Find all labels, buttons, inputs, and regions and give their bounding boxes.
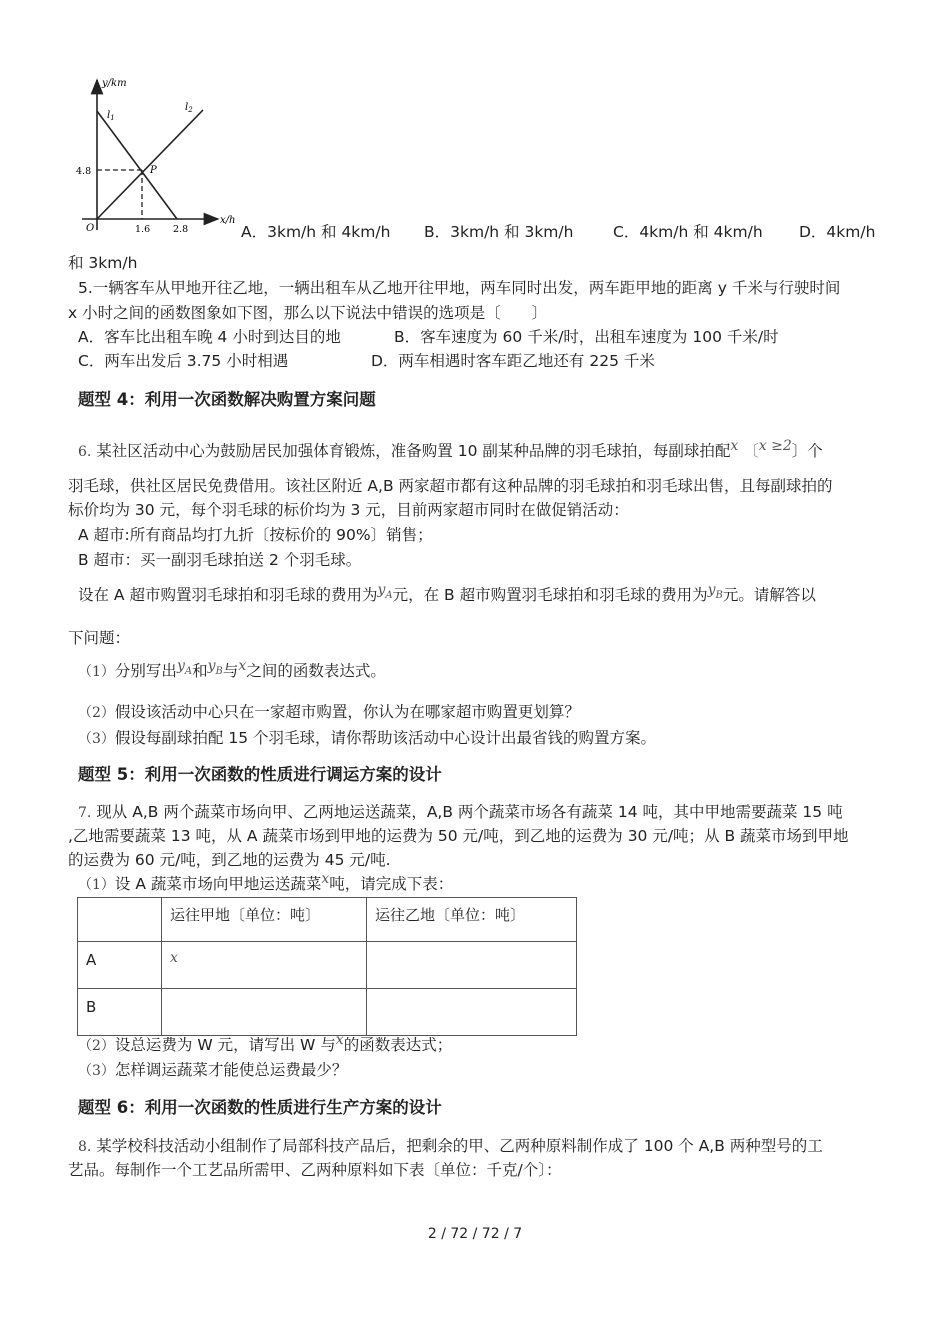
q7-part2-a: 设总运费为 W 元，请写出 W 与 <box>114 1036 336 1054</box>
q6-line6-part1: 设在 A 超市购置羽毛球拍和羽毛球的费用为 <box>78 586 378 604</box>
q5-stem-line1: 5.一辆客车从甲地开往乙地，一辆出租车从乙地开往甲地，两车同时出发，两车距甲地的距离 y 千米与行驶时间 <box>78 279 841 297</box>
q8-line1-text: 某学校科技活动小组制作了局部科技产品后，把剩余的甲、乙两种原料制作成了 100 个 A,B 两种型号的工 <box>96 1137 823 1155</box>
q6-var-yb: y <box>707 582 716 598</box>
q6-part3-num: （3） <box>78 731 115 747</box>
q7-part2-var: x <box>335 1032 344 1048</box>
section-5-heading: 题型 5：利用一次函数的性质进行调运方案的设计 <box>78 765 442 784</box>
q4-option-d: D．4km/h <box>799 223 876 241</box>
q6-part3-text: 假设每副球拍配 15 个羽毛球，请你帮助该活动中心设计出最省钱的购置方案。 <box>114 729 657 747</box>
q6-part2-num: （2） <box>78 705 115 721</box>
q6-p1-ya: y <box>176 658 185 674</box>
table-cell[interactable] <box>367 942 577 989</box>
q7-part1-b: 吨，请完成下表： <box>329 875 454 893</box>
page-number: 2 / 72 / 72 / 7 <box>427 1226 523 1242</box>
origin-label: O <box>86 223 95 234</box>
q6-p1-x: x <box>238 658 247 674</box>
q7-table <box>77 897 577 1036</box>
y-axis-label: y/km <box>102 78 127 89</box>
table-header-cell <box>78 898 162 942</box>
q5-option-d: D．两车相遇时客车距乙地还有 225 千米 <box>371 352 655 370</box>
y-tick-4-8: 4.8 <box>76 166 92 177</box>
q6-cond-open: 〔 <box>743 442 759 460</box>
q7-line3: 的运费为 60 元/吨，到乙地的运费为 45 元/吨. <box>68 851 391 869</box>
q6-part1-b: 和 <box>192 662 208 680</box>
q6-line6 <box>78 584 816 609</box>
x-tick-1-6: 1.6 <box>135 224 151 235</box>
q7-part2 <box>78 1034 452 1057</box>
q6-part1 <box>78 660 386 685</box>
q8-line2: 艺品。每制作一个工艺品所需甲、乙两种原料如下表〔单位：千克/个〕： <box>68 1161 562 1179</box>
q8-number: 8. <box>78 1139 92 1155</box>
q6-line6-part3: 元。请解答以 <box>722 586 816 604</box>
x-tick-2-8: 2.8 <box>173 224 189 235</box>
q7-part3 <box>78 1059 347 1082</box>
line1-label: $l_1$ <box>107 110 115 122</box>
table-row <box>78 989 577 1036</box>
line2-label: $l_2$ <box>185 102 193 114</box>
q6-part2 <box>78 701 580 724</box>
q6-part1-num: （1） <box>78 664 115 680</box>
q6-line7: 下问题： <box>68 629 131 647</box>
q6-line3: 标价均为 30 元，每个羽毛球的标价均为 3 元，目前两家超市同时在做促销活动： <box>68 501 629 519</box>
q4-option-d-cont: 和 3km/h <box>68 254 138 272</box>
distance-time-graph <box>60 70 240 245</box>
q7-line2: ,乙地需要蔬菜 13 吨，从 A 蔬菜市场到甲地的运费为 50 元/吨，到乙地的运费为 30 元/吨；从 B 蔬菜市场到甲地 <box>68 827 849 845</box>
table-header-cell: 运往甲地〔单位：吨〕 <box>162 898 367 942</box>
q7-part1 <box>78 873 453 896</box>
q6-part1-c: 与 <box>222 662 239 680</box>
table-cell-row-label: B <box>78 989 162 1036</box>
q4-option-a: A．3km/h 和 4km/h <box>241 223 391 241</box>
q5-option-b: B．客车速度为 60 千米/时，出租车速度为 100 千米/时 <box>394 328 779 346</box>
x-axis-label: x/h <box>220 215 236 226</box>
q7-part1-a: 设 A 蔬菜市场向甲地运送蔬菜 <box>114 875 322 893</box>
q6-part3 <box>78 727 656 750</box>
q6-line1-text: 某社区活动中心为鼓励居民加强体育锻炼，准备购置 10 副某种品牌的羽毛球拍，每副球拍配 <box>96 442 731 460</box>
q6-part2-text: 假设该活动中心只在一家超市购置，你认为在哪家超市购置更划算？ <box>114 703 580 721</box>
q4-option-b: B．3km/h 和 3km/h <box>424 223 574 241</box>
section-6-heading: 题型 6：利用一次函数的性质进行生产方案的设计 <box>78 1098 442 1117</box>
table-cell[interactable] <box>367 989 577 1036</box>
q6-var-ya: y <box>377 582 386 598</box>
q6-cond-close: 〕个 <box>791 442 823 460</box>
q7-part1-num: （1） <box>78 877 115 893</box>
q7-part3-num: （3） <box>78 1063 115 1079</box>
table-cell-row-label: A <box>78 942 162 989</box>
q6-condition: x ≥2 <box>758 438 792 454</box>
point-p-label: P <box>150 165 157 176</box>
q5-option-c: C．两车出发后 3.75 小时相遇 <box>78 352 289 370</box>
q6-part1-d: 之间的函数表达式。 <box>246 662 386 680</box>
q6-line1 <box>78 440 823 463</box>
q5-option-a: A．客车比出租车晚 4 小时到达目的地 <box>78 328 341 346</box>
q4-option-c: C．4km/h 和 4km/h <box>613 223 763 241</box>
q7-part2-num: （2） <box>78 1038 115 1054</box>
q6-var-x: x <box>730 438 739 454</box>
q5-stem-line2: x 小时之间的函数图象如下图，那么以下说法中错误的选项是〔 〕 <box>68 304 548 322</box>
q7-part1-var: x <box>321 871 330 887</box>
table-row <box>78 942 577 989</box>
q7-line1-text: 现从 A,B 两个蔬菜市场向甲、乙两地运送蔬菜，A,B 两个蔬菜市场各有蔬菜 14 吨，其中甲地需要蔬菜 15 吨 <box>96 803 843 821</box>
table-header-cell: 运往乙地〔单位：吨〕 <box>367 898 577 942</box>
line-l1 <box>97 111 177 219</box>
table-cell[interactable] <box>162 942 367 989</box>
q6-sub-a: A <box>385 590 393 601</box>
q6-market-a: A 超市:所有商品均打九折〔按标价的 90%〕销售； <box>78 526 433 544</box>
q6-p1-sub-a: A <box>184 666 193 677</box>
q6-line6-part2: 元，在 B 超市购置羽毛球拍和羽毛球的费用为 <box>392 586 708 604</box>
table-cell-x: x <box>170 950 178 966</box>
q6-market-b: B 超市：买一副羽毛球拍送 2 个羽毛球。 <box>78 551 362 569</box>
q6-p1-sub-b: B <box>215 666 223 677</box>
q8-line1 <box>78 1135 823 1158</box>
table-cell[interactable] <box>162 989 367 1036</box>
q7-line1 <box>78 801 843 824</box>
q7-part3-text: 怎样调运蔬菜才能使总运费最少？ <box>114 1061 348 1079</box>
q7-number: 7. <box>78 805 92 821</box>
section-4-heading: 题型 4：利用一次函数解决购置方案问题 <box>78 390 376 409</box>
table-header-row <box>78 898 577 942</box>
q7-part2-b: 的函数表达式； <box>343 1036 453 1054</box>
q6-part1-a: 分别写出 <box>114 662 177 680</box>
q6-line2: 羽毛球，供社区居民免费借用。该社区附近 A,B 两家超市都有这种品牌的羽毛球拍和羽毛球出售，且每副球拍的 <box>68 477 833 495</box>
q6-number: 6. <box>78 444 92 460</box>
q6-sub-b: B <box>715 590 723 601</box>
q6-p1-yb: y <box>207 658 216 674</box>
